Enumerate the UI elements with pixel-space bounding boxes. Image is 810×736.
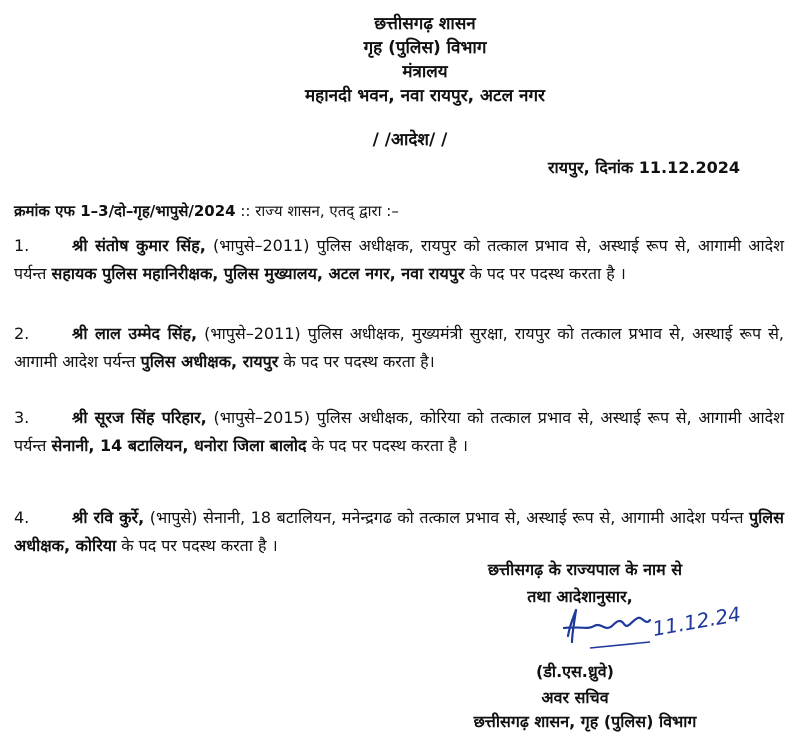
officer-name: श्री लाल उम्मेद सिंह, <box>72 324 198 343</box>
ministry-name: मंत्रालय <box>402 62 448 82</box>
officer-name: श्री रवि कुर्रे, <box>72 508 145 527</box>
authority-line-1: छत्तीसगढ़ के राज्यपाल के नाम से <box>487 560 683 579</box>
posting-post: सहायक पुलिस महानिरीक्षक, पुलिस मुख्यालय, अटल नगर, नवा रायपुर <box>51 264 465 283</box>
officer-name: श्री सूरज सिंह परिहार, <box>72 408 207 427</box>
paragraph-number: 1. <box>14 236 30 255</box>
order-number: क्रमांक एफ 1–3/दो–गृह/भापुसे/2024 <box>14 202 236 220</box>
order-paragraph-1: 1. श्री संतोष कुमार सिंह, (भापुसे–2011) पुलिस अधीक्षक, रायपुर को तत्काल प्रभाव से, अस्थाई रूप से, आगामी आदेश पर्यन्त सहायक पुलिस महानिरीक्षक, पुलिस मुख्यालय, अटल नगर, नवा रायपुर के पद पर पदस्थ करता है । <box>14 232 784 288</box>
letterhead <box>0 12 810 108</box>
posting-post: पुलिस अधीक्षक, कोरिया <box>14 508 784 555</box>
address-line: महानदी भवन, नवा रायपुर, अटल नगर <box>305 86 545 106</box>
handwritten-signature <box>550 596 743 656</box>
reference-line <box>14 201 399 221</box>
department-name: गृह (पुलिस) विभाग <box>363 38 487 58</box>
signature-date: 11.12.24 <box>650 601 743 641</box>
officer-name: श्री संतोष कुमार सिंह, <box>72 236 206 255</box>
paragraph-number: 2. <box>14 324 30 343</box>
paragraph-number: 3. <box>14 408 30 427</box>
posting-post: सेनानी, 14 बटालियन, धनोरा जिला बालोद <box>51 436 307 455</box>
order-paragraph-3: 3. श्री सूरज सिंह परिहार, (भापुसे–2015) पुलिस अधीक्षक, कोरिया को तत्काल प्रभाव से, अस्थाई रूप से, आगामी आदेश पर्यन्त सेनानी, 14 बटालियन, धनोरा जिला बालोद के पद पर पदस्थ करता है । <box>14 404 784 460</box>
authority-line-2: तथा आदेशानुसार, <box>527 587 633 606</box>
order-title: / /आदेश/ / <box>372 130 448 150</box>
reference-text: :: राज्य शासन, एतद् द्वारा :– <box>235 202 399 220</box>
posting-post: पुलिस अधीक्षक, रायपुर <box>140 352 279 371</box>
signatory-name: (डी.एस.ध्रुवे) <box>536 662 614 681</box>
order-paragraph-2: 2. श्री लाल उम्मेद सिंह, (भापुसे–2011) पुलिस अधीक्षक, मुख्यमंत्री सुरक्षा, रायपुर को तत्काल प्रभाव से, अस्थाई रूप से, आगामी आदेश पर्यन्त पुलिस अधीक्षक, रायपुर के पद पर पदस्थ करता है। <box>14 320 784 376</box>
signatory-department: छत्तीसगढ़ शासन, गृह (पुलिस) विभाग <box>473 712 697 731</box>
date-line: रायपुर, दिनांक 11.12.2024 <box>548 158 740 177</box>
signatory-designation: अवर सचिव <box>541 688 609 707</box>
govt-name: छत्तीसगढ़ शासन <box>374 14 476 34</box>
order-paragraph-4: 4. श्री रवि कुर्रे, (भापुसे) सेनानी, 18 बटालियन, मनेन्द्रगढ को तत्काल प्रभाव से, अस्थाई रूप से, आगामी आदेश पर्यन्त पुलिस अधीक्षक, कोरिया के पद पर पदस्थ करता है । <box>14 504 784 560</box>
paragraph-number: 4. <box>14 508 30 527</box>
